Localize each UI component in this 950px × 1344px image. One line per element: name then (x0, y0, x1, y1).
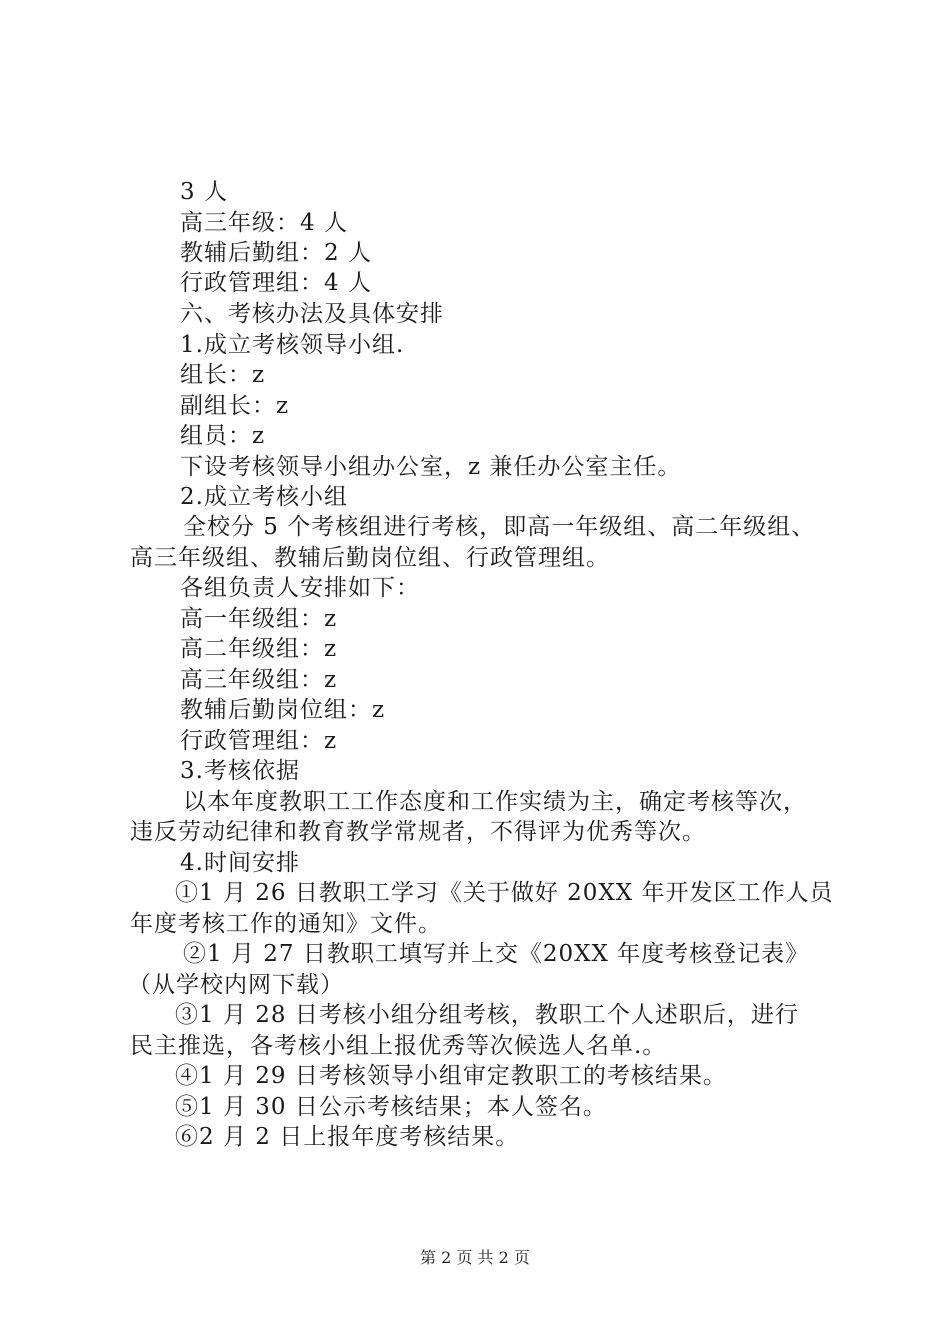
text-line: ④1 月 29 日考核领导小组审定教职工的考核结果。 (175, 1063, 727, 1089)
text-line: ③1 月 28 日考核小组分组考核，教职工个人述职后，进行 (175, 1002, 799, 1028)
text-line: 高一年级组：z (180, 606, 338, 632)
subsection-heading: 3.考核依据 (180, 758, 300, 784)
subsection-heading: 1.成立考核领导小组. (180, 332, 405, 358)
text-line: 3 人 (180, 179, 228, 205)
text-line: （从学校内网下载） (128, 972, 344, 998)
text-line: 高二年级组：z (180, 636, 338, 662)
text-line: 下设考核领导小组办公室，z 兼任办公室主任。 (180, 454, 682, 480)
subsection-heading: 2.成立考核小组 (180, 484, 348, 510)
text-line: 民主推选，各考核小组上报优秀等次候选人名单.。 (130, 1033, 667, 1059)
text-line: 行政管理组：z (180, 728, 338, 754)
text-line: 违反劳动纪律和教育教学常规者，不得评为优秀等次。 (130, 819, 706, 845)
text-line: 高三年级组、教辅后勤岗位组、行政管理组。 (130, 545, 610, 571)
text-line: 行政管理组：4 人 (180, 270, 372, 296)
text-line: 高三年级组：z (180, 667, 338, 693)
text-line: 年度考核工作的通知》文件。 (130, 911, 442, 937)
text-line: 各组负责人安排如下： (180, 575, 420, 601)
page-number-footer: 第 2 页 共 2 页 (420, 1248, 530, 1267)
text-line: ⑥2 月 2 日上报年度考核结果。 (175, 1124, 520, 1150)
text-line: 组长：z (180, 362, 266, 388)
text-line: 全校分 5 个考核组进行考核，即高一年级组、高二年级组、 (183, 514, 816, 540)
text-line: 以本年度教职工工作态度和工作实绩为主，确定考核等次， (183, 789, 807, 815)
text-line: ①1 月 26 日教职工学习《关于做好 20XX 年开发区工作人员 (175, 880, 834, 906)
text-line: 教辅后勤岗位组：z (180, 697, 386, 723)
text-line: 副组长：z (180, 393, 290, 419)
section-heading: 六、考核办法及具体安排 (180, 301, 444, 327)
text-line: ②1 月 27 日教职工填写并上交《20XX 年度考核登记表》 (183, 941, 810, 967)
text-line: 高三年级：4 人 (180, 210, 348, 236)
text-line: 组员：z (180, 423, 266, 449)
text-line: 教辅后勤组：2 人 (180, 240, 372, 266)
subsection-heading: 4.时间安排 (180, 850, 300, 876)
text-line: ⑤1 月 30 日公示考核结果；本人签名。 (175, 1094, 607, 1120)
